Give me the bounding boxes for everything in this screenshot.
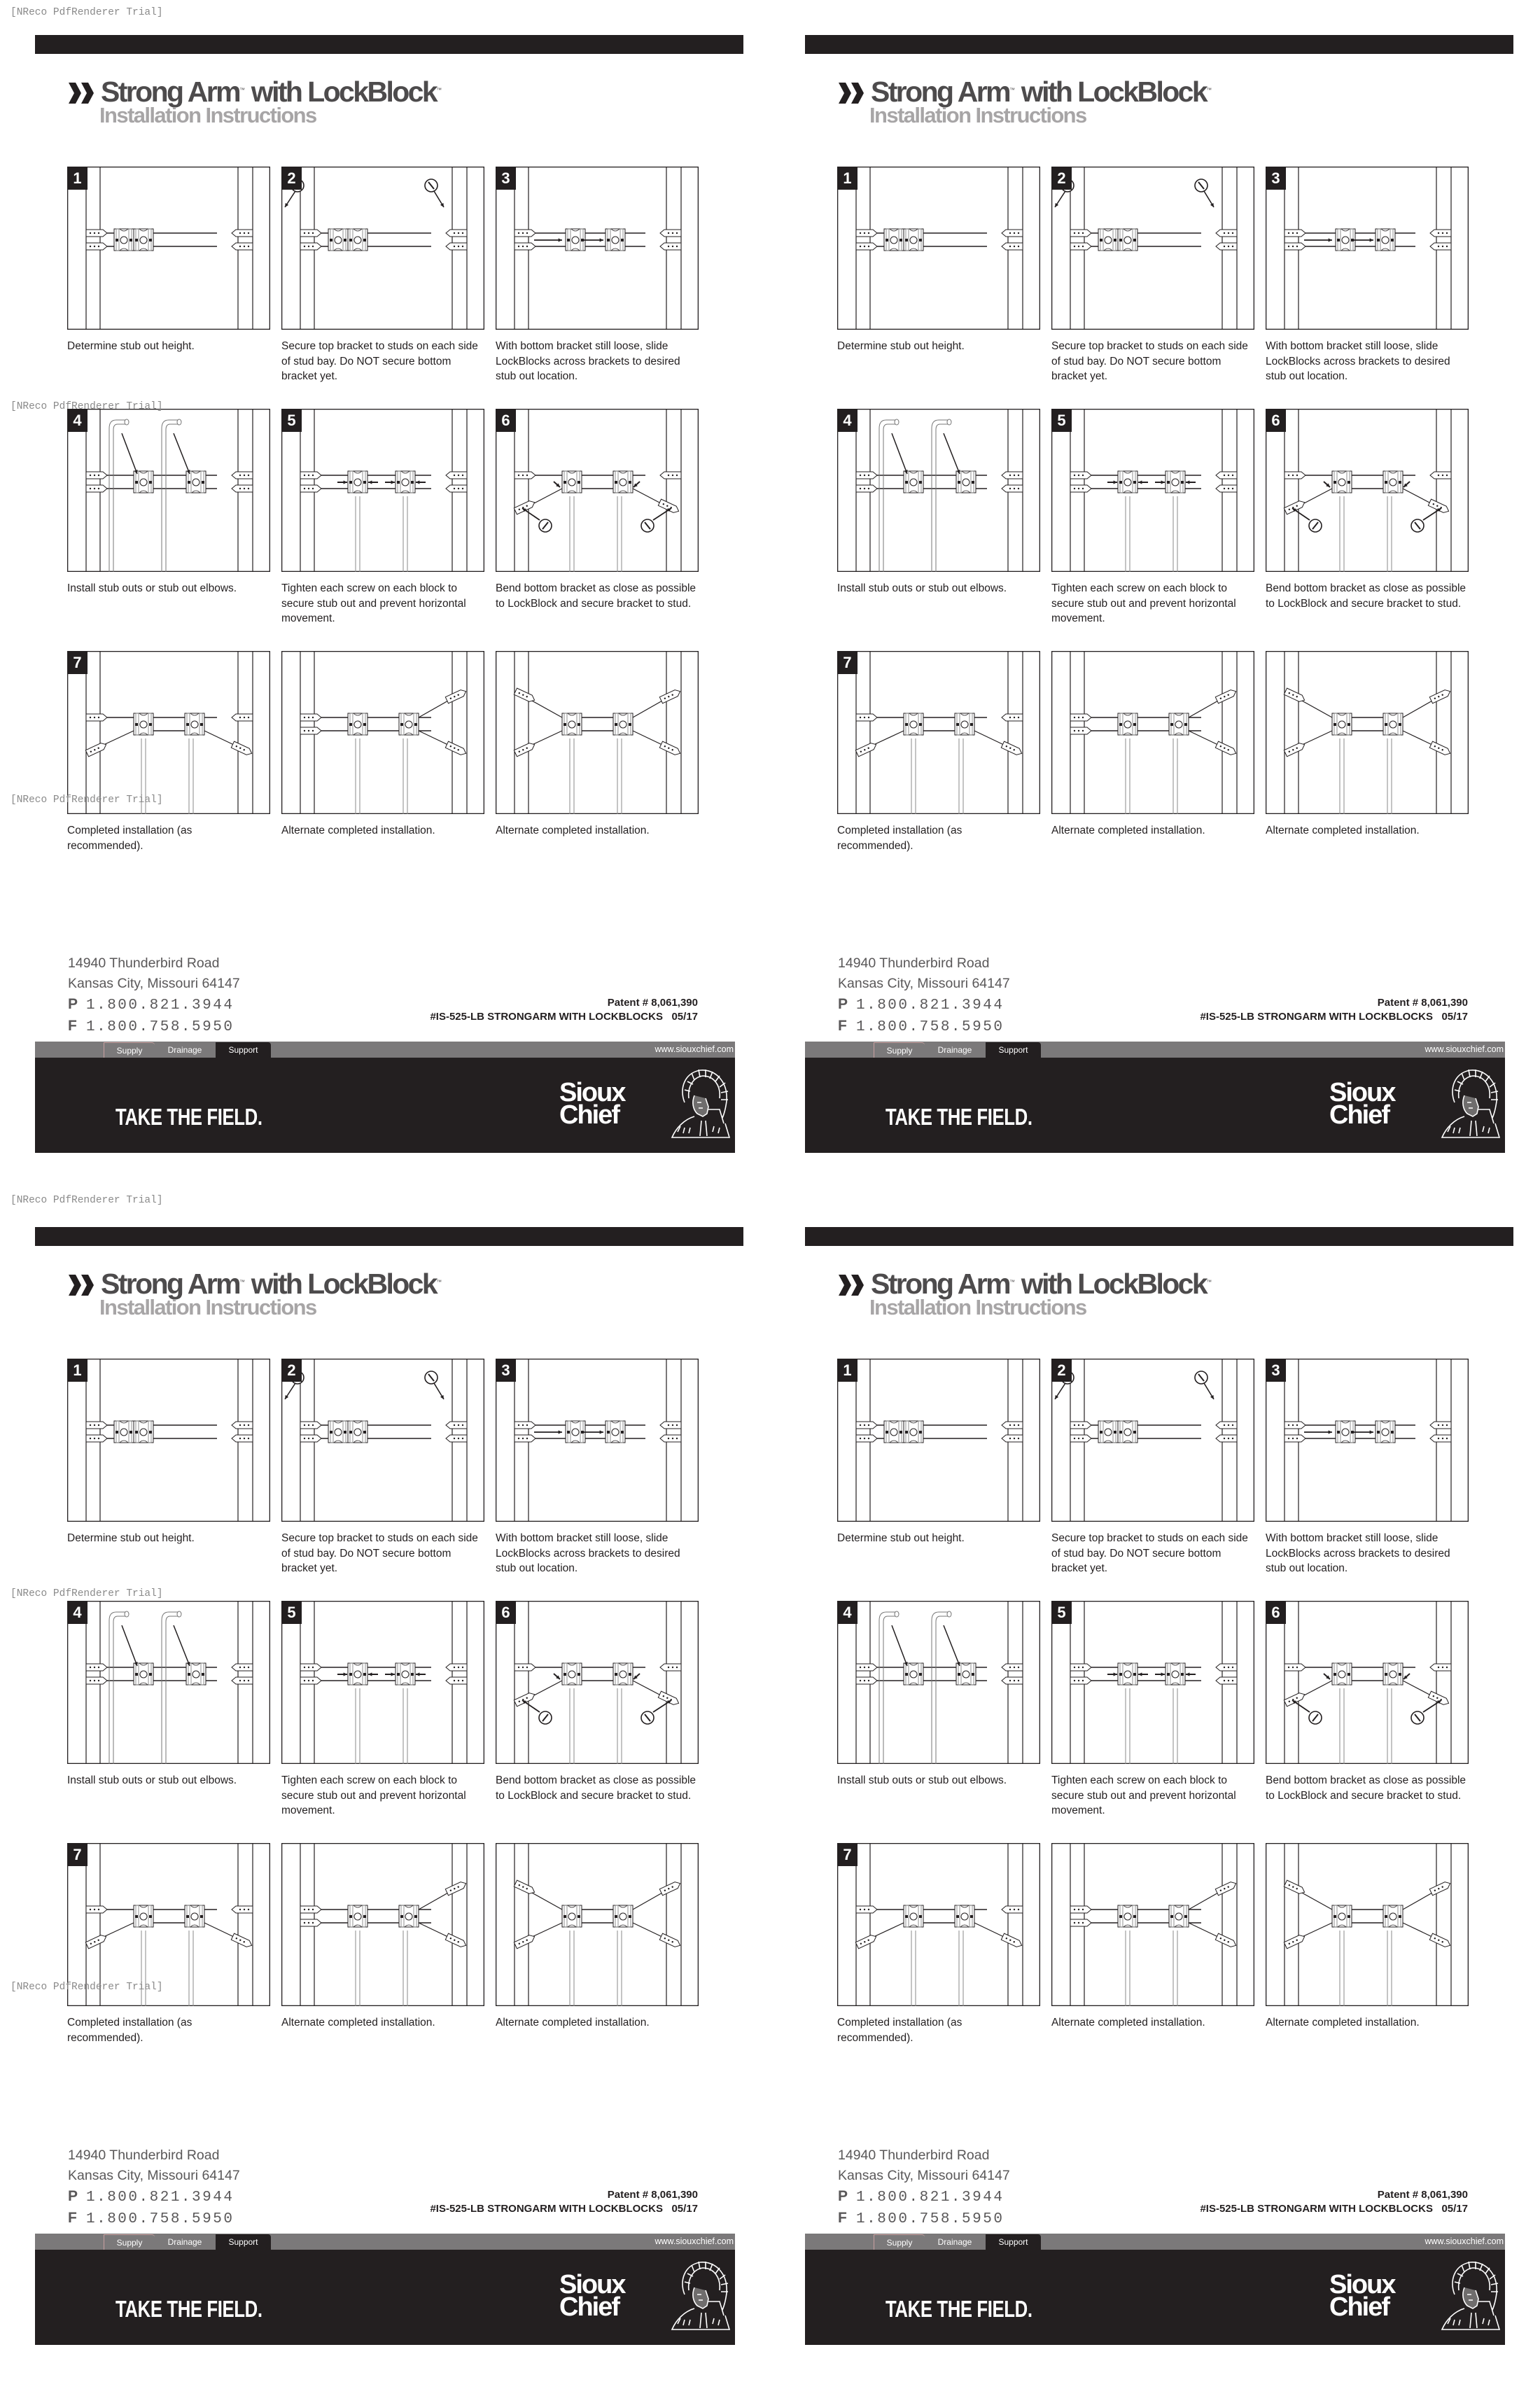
- step-illustration: [837, 167, 1040, 330]
- patent-number: Patent # 8,061,390: [607, 2189, 698, 2201]
- step-number-badge: 4: [67, 409, 88, 432]
- step-diagram-icon: [281, 409, 484, 572]
- tab-drainage[interactable]: Drainage: [155, 1042, 214, 1058]
- step-illustration: [281, 651, 484, 814]
- step-caption: Alternate completed installation.: [281, 2017, 435, 2029]
- city-address: Kansas City, Missouri 64147: [838, 2168, 1010, 2183]
- step-illustration: [67, 1601, 270, 1764]
- tab-drainage[interactable]: Drainage: [925, 1042, 984, 1058]
- footer-banner: [805, 1058, 1505, 1153]
- product-title: Strong Arm™ with LockBlock™: [101, 1268, 442, 1300]
- city-address: Kansas City, Missouri 64147: [68, 2168, 240, 2183]
- step-illustration: [281, 1843, 484, 2006]
- step-caption: Install stub outs or stub out elbows.: [67, 582, 237, 594]
- document-info: [1200, 996, 1468, 1024]
- step-diagram-icon: [1266, 1359, 1469, 1522]
- fax-number: F 1.800.758.5950: [838, 2210, 1004, 2227]
- tab-drainage[interactable]: Drainage: [925, 2234, 984, 2250]
- step-caption: Completed installation (as recommended).: [67, 2017, 192, 2044]
- tab-support[interactable]: Support: [986, 1042, 1041, 1058]
- step-diagram-icon: [1266, 1601, 1469, 1764]
- step-illustration: [1051, 1359, 1254, 1522]
- tab-support[interactable]: Support: [986, 2234, 1041, 2250]
- step-caption: With bottom bracket still loose, slide LockBlocks across brackets to desired stub out location.: [1266, 1532, 1450, 1574]
- step-caption: Secure top bracket to studs on each side of stud bay. Do NOT secure bottom bracket yet.: [281, 340, 478, 382]
- step-number-badge: 2: [281, 167, 302, 190]
- step-number-badge: 5: [1051, 409, 1072, 432]
- step-number-badge: 6: [496, 409, 516, 432]
- step-caption: Alternate completed installation.: [1051, 2017, 1205, 2029]
- instruction-page: [770, 1192, 1540, 2382]
- step-diagram-icon: [1051, 1601, 1254, 1764]
- tab-supply[interactable]: Supply: [874, 2234, 925, 2250]
- step-illustration: [1266, 651, 1469, 814]
- step-diagram-icon: [1051, 167, 1254, 330]
- tab-supply[interactable]: Supply: [104, 1042, 155, 1058]
- step-caption: Determine stub out height.: [67, 1532, 195, 1544]
- step-illustration: [67, 409, 270, 572]
- step-illustration: [67, 167, 270, 330]
- instruction-page: [770, 0, 1540, 1190]
- street-address: 14940 Thunderbird Road: [68, 2148, 220, 2163]
- step-illustration: [496, 1359, 699, 1522]
- contact-address: [68, 2145, 240, 2229]
- step-diagram-icon: [281, 1359, 484, 1522]
- tab-drainage[interactable]: Drainage: [155, 2234, 214, 2250]
- city-address: Kansas City, Missouri 64147: [68, 976, 240, 991]
- instruction-page: [0, 1192, 770, 2382]
- step-diagram-icon: [67, 1601, 270, 1764]
- step-caption: Secure top bracket to studs on each side of stud bay. Do NOT secure bottom bracket yet.: [1051, 1532, 1248, 1574]
- step-caption: Bend bottom bracket as close as possible to LockBlock and secure bracket to stud.: [496, 1774, 696, 1802]
- step-illustration: [67, 1359, 270, 1522]
- contact-address: [68, 953, 240, 1037]
- step-number-badge: 1: [67, 1359, 88, 1382]
- step-caption: Bend bottom bracket as close as possible to LockBlock and secure bracket to stud.: [1266, 582, 1466, 610]
- step-diagram-icon: [496, 409, 699, 572]
- chief-headdress-logo-icon: [664, 1067, 731, 1139]
- patent-number: Patent # 8,061,390: [1377, 997, 1468, 1009]
- step-illustration: [1266, 1359, 1469, 1522]
- step-diagram-icon: [837, 167, 1040, 330]
- tab-support[interactable]: Support: [216, 1042, 271, 1058]
- step-diagram-icon: [1051, 409, 1254, 572]
- document-number: #IS-525-LB STRONGARM WITH LOCKBLOCKS 05/17: [430, 1011, 698, 1023]
- slogan: TAKE THE FIELD.: [886, 1104, 1032, 1130]
- step-caption: Install stub outs or stub out elbows.: [837, 1774, 1007, 1786]
- phone-number: P 1.800.821.3944: [838, 996, 1004, 1014]
- step-illustration: [1051, 409, 1254, 572]
- document-number: #IS-525-LB STRONGARM WITH LOCKBLOCKS 05/17: [1200, 1011, 1468, 1023]
- step-number-badge: 7: [837, 1843, 858, 1866]
- brand-logo-text: Sioux Chief: [559, 2270, 625, 2322]
- step-diagram-icon: [1051, 1359, 1254, 1522]
- page-subtitle: Installation Instructions: [99, 1295, 316, 1319]
- step-diagram-icon: [1266, 1843, 1469, 2006]
- website-link[interactable]: www.siouxchief.com: [654, 2236, 734, 2246]
- document-info: [430, 996, 698, 1024]
- step-illustration: [496, 651, 699, 814]
- double-chevron-right-icon: [67, 81, 97, 105]
- website-link[interactable]: www.siouxchief.com: [1424, 1044, 1504, 1054]
- brand-logo-text: Sioux Chief: [1329, 2270, 1395, 2322]
- step-diagram-icon: [496, 1843, 699, 2006]
- document-number: #IS-525-LB STRONGARM WITH LOCKBLOCKS 05/17: [1200, 2203, 1468, 2215]
- step-number-badge: 5: [1051, 1601, 1072, 1624]
- footer-banner: [35, 1058, 735, 1153]
- step-diagram-icon: [67, 651, 270, 814]
- step-number-badge: 3: [1266, 1359, 1286, 1382]
- step-number-badge: 4: [837, 1601, 858, 1624]
- page-subtitle: Installation Instructions: [869, 1295, 1086, 1319]
- tab-supply[interactable]: Supply: [104, 2234, 155, 2250]
- step-diagram-icon: [1266, 409, 1469, 572]
- step-number-badge: 1: [837, 167, 858, 190]
- step-diagram-icon: [837, 1843, 1040, 2006]
- step-illustration: [837, 409, 1040, 572]
- step-illustration: [281, 167, 484, 330]
- product-title: Strong Arm™ with LockBlock™: [101, 76, 442, 108]
- step-caption: Tighten each screw on each block to secure stub out and prevent horizontal movement.: [1051, 582, 1236, 624]
- step-number-badge: 1: [67, 167, 88, 190]
- step-caption: Bend bottom bracket as close as possible to LockBlock and secure bracket to stud.: [1266, 1774, 1466, 1802]
- street-address: 14940 Thunderbird Road: [838, 955, 990, 971]
- step-number-badge: 6: [496, 1601, 516, 1624]
- step-caption: Alternate completed installation.: [496, 825, 650, 836]
- step-diagram-icon: [281, 167, 484, 330]
- step-number-badge: 4: [67, 1601, 88, 1624]
- step-diagram-icon: [67, 1359, 270, 1522]
- step-illustration: [1266, 1843, 1469, 2006]
- step-number-badge: 6: [1266, 409, 1286, 432]
- step-caption: Tighten each screw on each block to secure stub out and prevent horizontal movement.: [281, 1774, 466, 1816]
- step-illustration: [1266, 167, 1469, 330]
- street-address: 14940 Thunderbird Road: [68, 955, 220, 971]
- chief-headdress-logo-icon: [664, 2260, 731, 2331]
- step-caption: Bend bottom bracket as close as possible to LockBlock and secure bracket to stud.: [496, 582, 696, 610]
- step-diagram-icon: [1051, 1843, 1254, 2006]
- step-number-badge: 2: [1051, 167, 1072, 190]
- step-caption: Completed installation (as recommended).: [837, 2017, 962, 2044]
- step-number-badge: 2: [1051, 1359, 1072, 1382]
- step-caption: Completed installation (as recommended).: [67, 825, 192, 852]
- step-illustration: [837, 1359, 1040, 1522]
- step-illustration: [67, 651, 270, 814]
- step-illustration: [281, 409, 484, 572]
- watermark: [NReco PdfRenderer Trial]: [10, 1588, 163, 1599]
- chief-headdress-logo-icon: [1434, 1067, 1501, 1139]
- fax-number: F 1.800.758.5950: [68, 2210, 234, 2227]
- step-diagram-icon: [281, 1601, 484, 1764]
- product-title: Strong Arm™ with LockBlock™: [871, 1268, 1212, 1300]
- step-illustration: [496, 409, 699, 572]
- city-address: Kansas City, Missouri 64147: [838, 976, 1010, 991]
- step-caption: Alternate completed installation.: [496, 2017, 650, 2029]
- document-info: [1200, 2188, 1468, 2216]
- footer-banner: [805, 2250, 1505, 2345]
- step-diagram-icon: [1266, 167, 1469, 330]
- phone-number: P 1.800.821.3944: [68, 2188, 234, 2206]
- patent-number: Patent # 8,061,390: [607, 997, 698, 1009]
- step-number-badge: 7: [67, 1843, 88, 1866]
- step-illustration: [496, 1601, 699, 1764]
- step-diagram-icon: [281, 1843, 484, 2006]
- step-number-badge: 5: [281, 409, 302, 432]
- step-diagram-icon: [837, 651, 1040, 814]
- fax-number: F 1.800.758.5950: [68, 1018, 234, 1035]
- step-caption: Install stub outs or stub out elbows.: [67, 1774, 237, 1786]
- contact-address: [838, 2145, 1010, 2229]
- step-caption: Alternate completed installation.: [1266, 825, 1420, 836]
- step-illustration: [837, 1843, 1040, 2006]
- header-bar: [805, 1227, 1513, 1246]
- step-number-badge: 7: [67, 651, 88, 674]
- step-caption: Alternate completed installation.: [281, 825, 435, 836]
- step-number-badge: 7: [837, 651, 858, 674]
- step-illustration: [1051, 1843, 1254, 2006]
- header-bar: [35, 35, 743, 54]
- double-chevron-right-icon: [837, 81, 867, 105]
- step-diagram-icon: [496, 651, 699, 814]
- step-caption: Alternate completed installation.: [1051, 825, 1205, 836]
- step-number-badge: 3: [496, 1359, 516, 1382]
- instruction-page: [0, 0, 770, 1190]
- website-link[interactable]: www.siouxchief.com: [654, 1044, 734, 1054]
- page-subtitle: Installation Instructions: [869, 103, 1086, 127]
- step-illustration: [496, 1843, 699, 2006]
- double-chevron-right-icon: [67, 1273, 97, 1297]
- step-number-badge: 4: [837, 409, 858, 432]
- step-caption: Determine stub out height.: [67, 340, 195, 352]
- step-caption: Install stub outs or stub out elbows.: [837, 582, 1007, 594]
- watermark: [NReco PdfRenderer Trial]: [10, 1982, 163, 1993]
- header-bar: [35, 1227, 743, 1246]
- step-illustration: [837, 1601, 1040, 1764]
- step-caption: Secure top bracket to studs on each side of stud bay. Do NOT secure bottom bracket yet.: [1051, 340, 1248, 382]
- double-chevron-right-icon: [837, 1273, 867, 1297]
- street-address: 14940 Thunderbird Road: [838, 2148, 990, 2163]
- document-info: [430, 2188, 698, 2216]
- step-illustration: [1266, 1601, 1469, 1764]
- step-number-badge: 5: [281, 1601, 302, 1624]
- step-diagram-icon: [67, 409, 270, 572]
- step-illustration: [1266, 409, 1469, 572]
- step-diagram-icon: [837, 1359, 1040, 1522]
- step-caption: With bottom bracket still loose, slide LockBlocks across brackets to desired stub out location.: [496, 340, 680, 382]
- brand-logo-text: Sioux Chief: [559, 1078, 625, 1130]
- step-number-badge: 3: [1266, 167, 1286, 190]
- step-illustration: [496, 167, 699, 330]
- step-caption: Tighten each screw on each block to secure stub out and prevent horizontal movement.: [1051, 1774, 1236, 1816]
- phone-number: P 1.800.821.3944: [68, 996, 234, 1014]
- footer-banner: [35, 2250, 735, 2345]
- step-caption: With bottom bracket still loose, slide LockBlocks across brackets to desired stub out location.: [1266, 340, 1450, 382]
- slogan: TAKE THE FIELD.: [115, 1104, 262, 1130]
- phone-number: P 1.800.821.3944: [838, 2188, 1004, 2206]
- watermark: [NReco PdfRenderer Trial]: [10, 1195, 163, 1206]
- watermark: [NReco PdfRenderer Trial]: [10, 7, 163, 18]
- patent-number: Patent # 8,061,390: [1377, 2189, 1468, 2201]
- contact-address: [838, 953, 1010, 1037]
- step-caption: Determine stub out height.: [837, 340, 965, 352]
- step-number-badge: 6: [1266, 1601, 1286, 1624]
- page-subtitle: Installation Instructions: [99, 103, 316, 127]
- step-caption: Alternate completed installation.: [1266, 2017, 1420, 2029]
- document-number: #IS-525-LB STRONGARM WITH LOCKBLOCKS 05/17: [430, 2203, 698, 2215]
- watermark: [NReco PdfRenderer Trial]: [10, 794, 163, 806]
- step-diagram-icon: [496, 1359, 699, 1522]
- watermark: [NReco PdfRenderer Trial]: [10, 401, 163, 412]
- step-caption: Tighten each screw on each block to secure stub out and prevent horizontal movement.: [281, 582, 466, 624]
- step-diagram-icon: [281, 651, 484, 814]
- slogan: TAKE THE FIELD.: [886, 2296, 1032, 2322]
- product-title: Strong Arm™ with LockBlock™: [871, 76, 1212, 108]
- chief-headdress-logo-icon: [1434, 2260, 1501, 2331]
- step-illustration: [281, 1359, 484, 1522]
- step-illustration: [1051, 651, 1254, 814]
- step-illustration: [1051, 167, 1254, 330]
- slogan: TAKE THE FIELD.: [115, 2296, 262, 2322]
- tab-supply[interactable]: Supply: [874, 1042, 925, 1058]
- brand-logo-text: Sioux Chief: [1329, 1078, 1395, 1130]
- step-caption: Secure top bracket to studs on each side of stud bay. Do NOT secure bottom bracket yet.: [281, 1532, 478, 1574]
- step-diagram-icon: [496, 167, 699, 330]
- tab-support[interactable]: Support: [216, 2234, 271, 2250]
- step-diagram-icon: [496, 1601, 699, 1764]
- step-diagram-icon: [1266, 651, 1469, 814]
- header-bar: [805, 35, 1513, 54]
- step-number-badge: 1: [837, 1359, 858, 1382]
- step-diagram-icon: [67, 167, 270, 330]
- step-illustration: [281, 1601, 484, 1764]
- step-caption: Determine stub out height.: [837, 1532, 965, 1544]
- step-caption: With bottom bracket still loose, slide LockBlocks across brackets to desired stub out location.: [496, 1532, 680, 1574]
- step-diagram-icon: [1051, 651, 1254, 814]
- step-illustration: [837, 651, 1040, 814]
- step-diagram-icon: [837, 1601, 1040, 1764]
- website-link[interactable]: www.siouxchief.com: [1424, 2236, 1504, 2246]
- step-number-badge: 3: [496, 167, 516, 190]
- step-diagram-icon: [837, 409, 1040, 572]
- fax-number: F 1.800.758.5950: [838, 1018, 1004, 1035]
- step-number-badge: 2: [281, 1359, 302, 1382]
- step-illustration: [1051, 1601, 1254, 1764]
- step-caption: Completed installation (as recommended).: [837, 825, 962, 852]
